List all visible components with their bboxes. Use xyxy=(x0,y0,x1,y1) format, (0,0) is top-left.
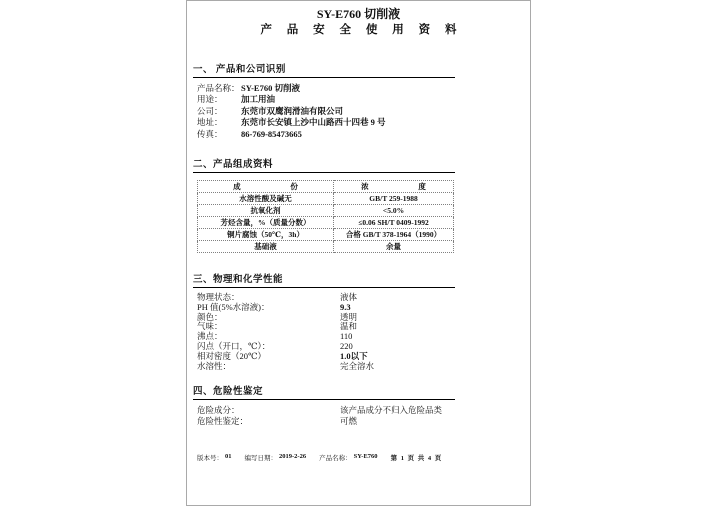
footer-page-info: 第 1 页 共 4 页 xyxy=(390,455,442,462)
field-value: 9.3 xyxy=(340,301,351,312)
section4-heading: 四、危险性鉴定 xyxy=(193,383,455,400)
cell-component: 铜片腐蚀（50℃，3h） xyxy=(198,229,334,241)
field-label: 相对密度（20℃） xyxy=(197,350,267,361)
table-row xyxy=(198,217,454,229)
field-label: 公司： xyxy=(197,105,223,116)
cell-component: 抗氧化剂 xyxy=(198,205,334,217)
document-footer xyxy=(197,453,441,462)
table-row xyxy=(198,229,454,241)
composition-table xyxy=(197,180,454,253)
cell-concentration: 余量 xyxy=(334,241,454,253)
field-hazard-identification xyxy=(197,416,530,427)
field-label: 水溶性： xyxy=(197,360,232,371)
cell-concentration: 合格 GB/T 378-1964（1990） xyxy=(334,229,454,241)
footer-date xyxy=(245,453,307,462)
field-value: 加工用油 xyxy=(241,94,276,105)
column-header-concentration: 浓 度 xyxy=(334,181,454,193)
column-header-component: 成 份 xyxy=(198,181,334,193)
field-value: 透明 xyxy=(340,311,358,322)
field-value: 温和 xyxy=(340,321,358,332)
field-ph-value xyxy=(197,303,530,313)
field-usage xyxy=(197,94,530,105)
cell-concentration: GB/T 259-1988 xyxy=(334,193,454,205)
footer-version xyxy=(197,453,232,462)
field-label: PH 值(5%水溶液)： xyxy=(197,301,270,312)
cell-component: 芳烃含量，%（质量分数） xyxy=(198,217,334,229)
field-label: 产品名称： xyxy=(197,83,240,93)
cell-concentration: <5.0% xyxy=(334,205,454,217)
cell-component: 水溶性酸及碱无 xyxy=(198,193,334,205)
field-label: 传真： xyxy=(197,128,223,139)
footer-version-value: 01 xyxy=(225,453,232,460)
section3-fields xyxy=(197,293,530,371)
cell-concentration: ≤0.06 SH/T 0409-1992 xyxy=(334,217,454,229)
field-label: 物理状态： xyxy=(197,292,240,303)
field-label: 气味： xyxy=(197,321,223,332)
footer-date-label: 编写日期： xyxy=(244,455,277,462)
footer-product-value: SY-E760 xyxy=(353,453,378,460)
field-color xyxy=(197,313,530,323)
table-row xyxy=(198,193,454,205)
field-value: 220 xyxy=(340,341,353,352)
field-value: 该产品成分不归入危险品类 xyxy=(340,405,443,416)
field-value: 可燃 xyxy=(340,416,358,427)
section2-heading: 二、产品组成资料 xyxy=(193,156,455,173)
field-value: 1.0以下 xyxy=(340,350,368,361)
footer-date-value: 2019-2-26 xyxy=(279,453,307,460)
section1-heading: 一、 产品和公司识别 xyxy=(193,61,455,78)
cell-component: 基础液 xyxy=(198,241,334,253)
document-page xyxy=(186,0,531,506)
field-value: 110 xyxy=(340,331,353,342)
field-value: 东莞市长安镇上沙中山路西十四巷 9 号 xyxy=(241,117,386,128)
field-odor xyxy=(197,322,530,332)
field-label: 用途： xyxy=(197,94,223,105)
section4-fields xyxy=(197,405,530,427)
document-title: SY-E760 切削液 xyxy=(316,7,401,21)
section3-heading: 三、物理和化学性能 xyxy=(193,271,455,288)
footer-product xyxy=(319,453,377,462)
field-value: 完全溶水 xyxy=(340,360,375,371)
field-product-name xyxy=(197,83,530,94)
field-value: 86-769-85473665 xyxy=(241,128,302,139)
table-row xyxy=(198,241,454,253)
table-header-row xyxy=(198,181,454,193)
field-fax xyxy=(197,129,530,140)
field-company xyxy=(197,106,530,117)
footer-product-label: 产品名称： xyxy=(319,455,352,462)
field-label: 危险性鉴定： xyxy=(197,416,249,427)
field-value: SY-E760 切削液 xyxy=(241,83,300,93)
field-value: 东莞市双鹰润滑油有限公司 xyxy=(241,105,344,116)
field-label: 地址： xyxy=(197,117,223,128)
table-row xyxy=(198,205,454,217)
document-subtitle: 产 品 安 全 使 用 资 料 xyxy=(260,24,457,36)
field-address xyxy=(197,117,530,128)
footer-version-label: 版本号： xyxy=(197,455,223,462)
field-value: 液体 xyxy=(340,292,358,303)
field-water-solubility xyxy=(197,362,530,372)
field-hazardous-components xyxy=(197,405,530,416)
section1-fields xyxy=(197,83,530,140)
field-label: 闪点（开口，℃）： xyxy=(197,341,271,352)
field-label: 沸点： xyxy=(197,331,223,342)
field-label: 危险成分： xyxy=(197,405,240,416)
field-label: 颜色： xyxy=(197,311,223,322)
